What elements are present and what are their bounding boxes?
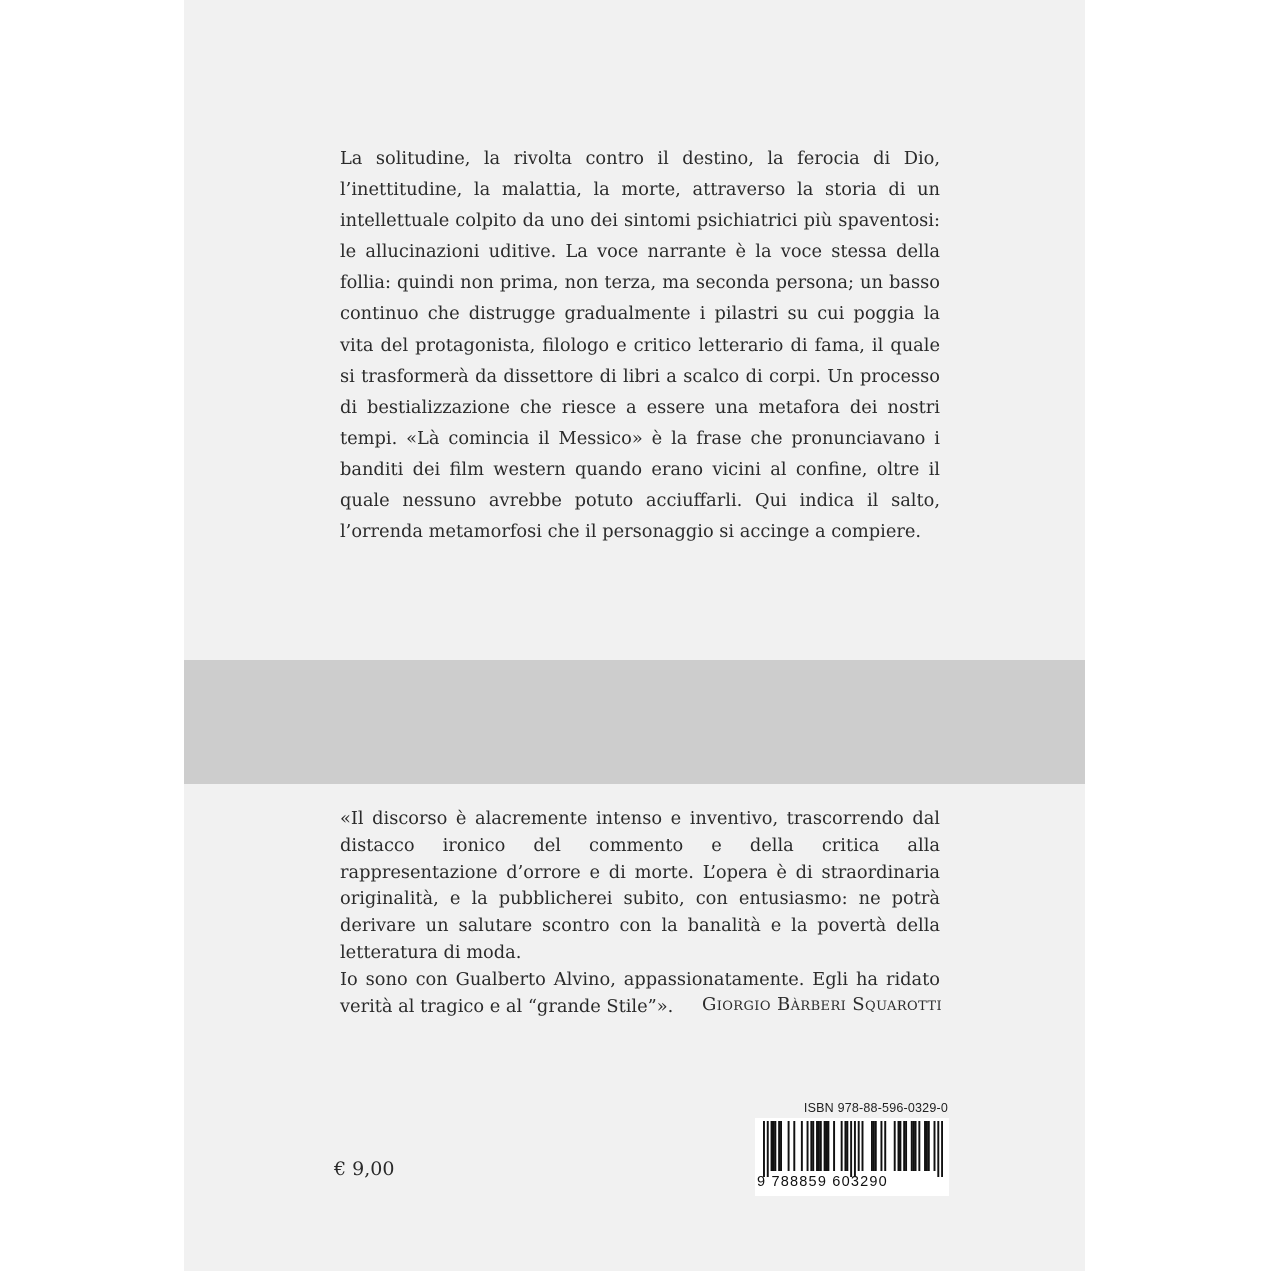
- barcode-bar: [812, 1121, 814, 1171]
- barcode-bar: [772, 1121, 774, 1171]
- quote-paragraph-2: Io sono con Gualberto Alvino, appassionatamente. Egli ha ridato verità al tragico e al “grande Stile”».: [340, 968, 940, 1017]
- barcode-bar: [778, 1121, 780, 1171]
- barcode-bar: [918, 1121, 920, 1171]
- barcode-bar: [820, 1121, 822, 1171]
- barcode-bar: [818, 1121, 820, 1171]
- barcode-bar: [880, 1121, 882, 1171]
- barcode-bar: [875, 1121, 877, 1171]
- barcode-bar: [816, 1121, 818, 1171]
- barcode-bar: [801, 1121, 803, 1171]
- barcode-bar: [841, 1121, 843, 1171]
- price-label: € 9,00: [334, 1158, 395, 1180]
- barcode-bar: [833, 1121, 835, 1171]
- barcode-bar: [884, 1121, 886, 1171]
- isbn-label: ISBN 978-88-596-0329-0: [803, 1101, 948, 1115]
- barcode-bar: [854, 1121, 856, 1177]
- barcode-bar: [846, 1121, 848, 1171]
- barcode-bar: [807, 1121, 809, 1171]
- barcode-bar: [858, 1121, 860, 1171]
- barcode-bar: [937, 1121, 939, 1177]
- barcode-bar: [924, 1121, 926, 1171]
- barcode-bar: [788, 1121, 790, 1171]
- barcode-bar: [903, 1121, 905, 1171]
- barcode-bar: [898, 1121, 900, 1171]
- barcode-bar: [774, 1121, 776, 1171]
- barcode-bar: [913, 1121, 915, 1171]
- barcode-digits: 9 788859 603290: [757, 1174, 888, 1190]
- barcode-bar: [844, 1121, 846, 1171]
- barcode-bar: [850, 1121, 852, 1177]
- quote-author: Giorgio Bàrberi Squarotti: [701, 994, 942, 1015]
- blurb-text: La solitudine, la rivolta contro il destino, la ferocia di Dio, l’inettitudine, la malattia, la morte, attraverso la storia di un intellettuale colpito da uno dei sintomi psichiatrici più spaventosi: le allucinazioni uditive. La voce narrante è la voce stessa della follia: quindi non prima, non terza, ma seconda persona; un basso continuo che distrugge gradualmente i pilastri su cui poggia la vita del protagonista, filologo e critico letterario di fama, il quale si trasformerà da dissettore di libri a scalco di corpi. Un processo di bestializzazione che riesce a essere una metafora dei nostri tempi. «Là comincia il Messico» è la frase che pronunciavano i banditi dei film western quando erano vicini al confine, oltre il quale nessuno avrebbe potuto acciuffarli. Qui indica il salto, l’orrenda metamorfosi che il personaggio si accinge a compiere.: [340, 148, 940, 543]
- quote-paragraph-1: «Il discorso è alacremente intenso e inventivo, trascorrendo dal distacco ironico del commento e della critica alla rappresentazione d’orrore e di morte. L’opera è di straordinaria originalità, e la pubblicherei subito, con entusiasmo: ne potrà derivare un salutare scontro con la banalità e la povertà della letteratura di moda.: [340, 808, 940, 963]
- barcode-bar: [894, 1121, 896, 1171]
- barcode-bar: [928, 1121, 930, 1171]
- barcode-bar: [763, 1121, 765, 1177]
- barcode-bar: [911, 1121, 913, 1171]
- barcode-bar: [824, 1121, 826, 1171]
- barcode-bar: [905, 1121, 907, 1171]
- gray-band: [184, 660, 1085, 784]
- barcode-bar: [810, 1121, 812, 1171]
- barcode-bar: [926, 1121, 928, 1171]
- barcode-bar: [827, 1121, 829, 1171]
- barcode-bar: [871, 1121, 873, 1171]
- barcode-bar: [915, 1121, 917, 1171]
- barcode-bar: [873, 1121, 875, 1171]
- critic-quote: [340, 806, 940, 1020]
- barcode-bar: [899, 1121, 901, 1171]
- barcode-bar: [934, 1121, 936, 1171]
- barcode-area: [755, 1118, 949, 1196]
- barcode-bar: [793, 1121, 795, 1171]
- barcode-bar: [941, 1121, 943, 1177]
- barcode-bar: [826, 1121, 828, 1171]
- barcode-bar: [862, 1121, 864, 1171]
- barcode-icon: [763, 1121, 943, 1177]
- barcode-bar: [767, 1121, 769, 1177]
- barcode-bar: [780, 1121, 782, 1171]
- barcode-bar: [771, 1121, 773, 1171]
